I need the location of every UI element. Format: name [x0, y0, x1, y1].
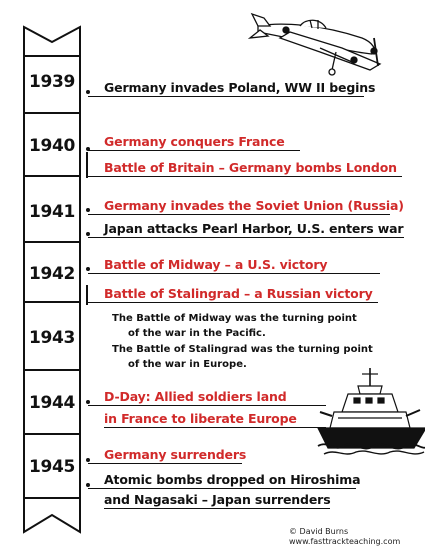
- event-underline: [104, 427, 326, 428]
- event-underline: [88, 463, 242, 464]
- year-label-1940: 1940: [28, 136, 76, 156]
- event-1945-germany: Germany surrenders: [104, 447, 247, 462]
- timeline-dot: [86, 208, 90, 212]
- year-label-1943: 1943: [28, 328, 76, 348]
- event-1942-midway: Battle of Midway – a U.S. victory: [104, 257, 328, 272]
- event-underline: [88, 96, 364, 97]
- note-line: of the war in the Pacific.: [128, 328, 266, 339]
- event-1940-britain: Battle of Britain – Germany bombs London: [104, 160, 397, 175]
- credit-author: © David Burns: [289, 527, 349, 536]
- event-underline: [88, 214, 390, 215]
- event-underline: [88, 176, 402, 177]
- event-underline: [88, 405, 326, 406]
- event-1944-dday: D-Day: Allied soldiers land: [104, 389, 287, 404]
- timeline-dot: [86, 483, 90, 487]
- event-1942-stalingrad: Battle of Stalingrad – a Russian victory: [104, 286, 373, 301]
- event-underline: [104, 508, 330, 509]
- event-underline: [88, 488, 356, 489]
- year-label-1944: 1944: [28, 393, 76, 413]
- battleship-icon: [318, 368, 425, 454]
- event-bracket: [86, 152, 88, 178]
- event-underline: [88, 302, 378, 303]
- timeline-dot: [86, 400, 90, 404]
- note-line: of the war in Europe.: [128, 359, 247, 370]
- event-underline: [88, 237, 404, 238]
- credit-site: www.fasttrackteaching.com: [289, 537, 401, 546]
- timeline-dot: [86, 458, 90, 462]
- timeline-dot: [86, 90, 90, 94]
- timeline-dot: [86, 232, 90, 236]
- timeline-dot: [86, 267, 90, 271]
- event-1939: Germany invades Poland, WW II begins: [104, 80, 376, 95]
- event-underline: [88, 273, 380, 274]
- event-1941-soviet: Germany invades the Soviet Union (Russia): [104, 198, 404, 213]
- fighter-plane-icon: [250, 14, 380, 75]
- year-label-1942: 1942: [28, 264, 76, 284]
- year-label-1939: 1939: [28, 72, 76, 92]
- event-1945-atomic: Atomic bombs dropped on Hiroshima: [104, 472, 361, 487]
- year-label-1945: 1945: [28, 457, 76, 477]
- year-label-1941: 1941: [28, 202, 76, 222]
- note-line: The Battle of Stalingrad was the turning point: [112, 344, 373, 355]
- event-1944-liberate: in France to liberate Europe: [104, 411, 297, 426]
- event-1941-pearl-harbor: Japan attacks Pearl Harbor, U.S. enters war: [104, 221, 404, 236]
- event-1945-japan: and Nagasaki – Japan surrenders: [104, 492, 331, 507]
- event-underline: [88, 150, 300, 151]
- note-line: The Battle of Midway was the turning point: [112, 313, 357, 324]
- event-1940-france: Germany conquers France: [104, 134, 285, 149]
